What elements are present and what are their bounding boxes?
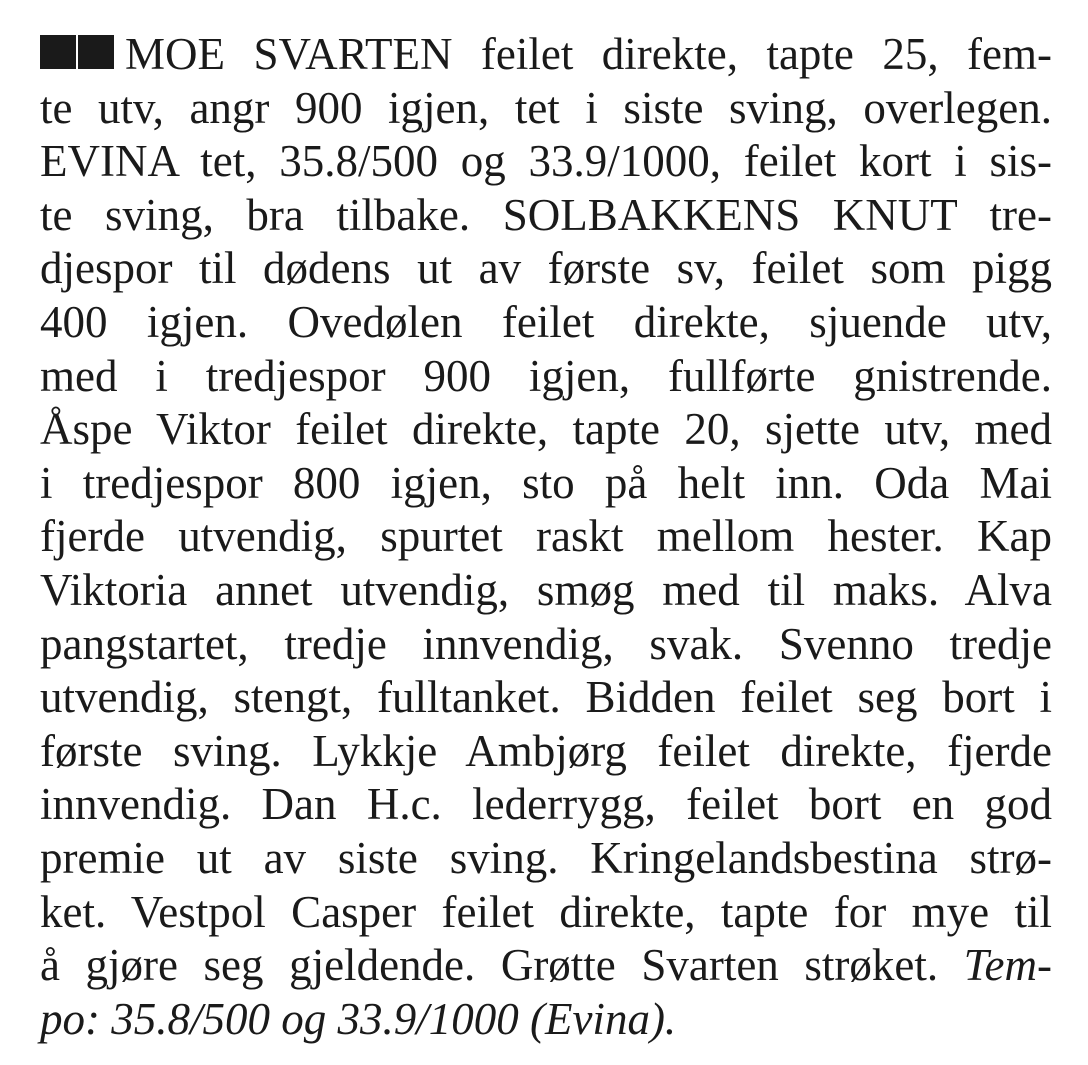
black-square-icon	[78, 35, 114, 69]
tempo-label-start: Tem-	[963, 940, 1052, 991]
article-line-14: første sving. Lykkje Ambjørg feilet direkte, fjerde	[40, 725, 1052, 776]
article-line-18	[40, 939, 1052, 993]
article-line-11: Viktoria annet utvendig, smøg med til maks. Alva	[40, 564, 1052, 615]
article-line-9: i tredjespor 800 igjen, sto på helt inn. Oda Mai	[40, 457, 1052, 508]
article-line-7: med i tredjespor 900 igjen, fullførte gnistrende.	[40, 350, 1052, 401]
article-line-3: EVINA tet, 35.8/500 og 33.9/1000, feilet kort i sis-	[40, 136, 1052, 187]
article-line-13: utvendig, stengt, fulltanket. Bidden feilet seg bort i	[40, 672, 1052, 723]
article-line-16: premie ut av siste sving. Kringelandsbestina strø-	[40, 832, 1052, 883]
article-line-2: te utv, angr 900 igjen, tet i siste sving, overlegen.	[40, 82, 1052, 133]
article-line-17: ket. Vestpol Casper feilet direkte, tapte for mye til	[40, 886, 1052, 937]
article-line-18-text: å gjøre seg gjeldende. Grøtte Svarten strøket.	[40, 940, 939, 991]
article-line-1	[40, 28, 1052, 82]
black-square-icon	[40, 35, 76, 69]
race-commentary-article	[40, 28, 1052, 1046]
article-line-6: 400 igjen. Ovedølen feilet direkte, sjuende utv,	[40, 296, 1052, 347]
article-line-1-text: MOE SVARTEN feilet direkte, tapte 25, fem-	[125, 29, 1052, 79]
article-line-10: fjerde utvendig, spurtet raskt mellom hester. Kap	[40, 511, 1052, 562]
article-line-5: djespor til dødens ut av første sv, feilet som pigg	[40, 243, 1052, 294]
article-line-8: Åspe Viktor feilet direkte, tapte 20, sjette utv, med	[40, 404, 1052, 455]
article-line-15: innvendig. Dan H.c. lederrygg, feilet bort en god	[40, 779, 1052, 830]
article-line-12: pangstartet, tredje innvendig, svak. Svenno tredje	[40, 618, 1052, 669]
article-line-19: po: 35.8/500 og 33.9/1000 (Evina).	[40, 993, 677, 1044]
article-line-4: te sving, bra tilbake. SOLBAKKENS KNUT tre-	[40, 189, 1052, 240]
